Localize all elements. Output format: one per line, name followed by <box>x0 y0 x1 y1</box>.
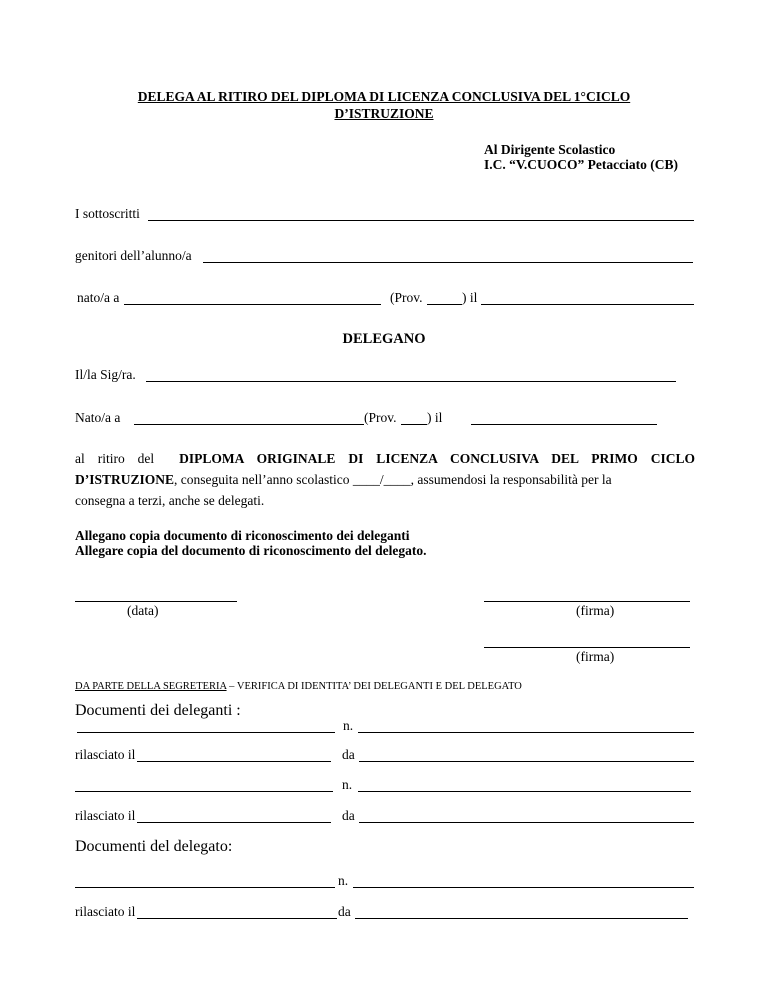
field-data-nascita-line[interactable] <box>481 304 694 305</box>
field-doc-deleganti-2-line[interactable] <box>75 791 333 792</box>
delegano-heading: DELEGANO <box>342 331 426 347</box>
allegano-line-2: Allegare copia del documento di riconoscimento del delegato. <box>75 543 427 558</box>
field-delegato-data-line[interactable] <box>471 424 657 425</box>
label-rilasciato-2: rilasciato il <box>75 808 136 823</box>
title-line-2: D’ISTRUZIONE <box>334 106 434 121</box>
field-firma-1-line[interactable] <box>484 601 690 602</box>
field-prov-line[interactable] <box>427 304 462 305</box>
field-doc-n-3-line[interactable] <box>353 887 694 888</box>
ritiro-line-2 <box>75 472 695 488</box>
label-nato: nato/a a <box>77 290 120 305</box>
field-rilasciato-3-line[interactable] <box>137 918 337 919</box>
field-delegato-nato-line[interactable] <box>134 424 364 425</box>
field-doc-delegato-line[interactable] <box>75 887 335 888</box>
recipient-block <box>484 142 678 172</box>
field-genitori-line[interactable] <box>203 262 693 263</box>
label-firma-1: (firma) <box>576 603 615 618</box>
field-rilasciato-2-line[interactable] <box>137 822 331 823</box>
field-rilasciato-1-line[interactable] <box>137 761 331 762</box>
label-rilasciato-1: rilasciato il <box>75 747 136 762</box>
label-n-1: n. <box>343 718 354 733</box>
title-line-1: DELEGA AL RITIRO DEL DIPLOMA DI LICENZA CONCLUSIVA DEL 1°CICLO <box>137 89 631 104</box>
field-doc-n-1-line[interactable] <box>358 732 694 733</box>
field-da-1-line[interactable] <box>359 761 694 762</box>
ritiro-line-3: consegna a terzi, anche se delegati. <box>75 493 265 508</box>
label-sig: Il/la Sig/ra. <box>75 367 136 382</box>
allegano-line-1: Allegano copia documento di riconoscimento dei deleganti <box>75 528 410 543</box>
label-firma-2: (firma) <box>576 649 615 664</box>
label-delegato-nato: Nato/a a <box>75 410 121 425</box>
label-da-2: da <box>342 808 355 823</box>
label-da-3: da <box>338 904 351 919</box>
documenti-delegato-label: Documenti del delegato: <box>75 838 233 855</box>
label-delegato-prov: (Prov. <box>364 410 397 425</box>
label-n-3: n. <box>338 873 349 888</box>
field-da-3-line[interactable] <box>355 918 688 919</box>
allegano-block <box>75 528 426 558</box>
recipient-line-2: I.C. “V.CUOCO” Petacciato (CB) <box>484 157 678 172</box>
field-nato-line[interactable] <box>124 304 381 305</box>
label-il: ) il <box>462 290 478 305</box>
field-sottoscritti-line[interactable] <box>148 220 694 221</box>
label-da-1: da <box>342 747 355 762</box>
field-delegato-line[interactable] <box>146 381 676 382</box>
ritiro-line-1 <box>75 451 695 467</box>
field-firma-2-line[interactable] <box>484 647 690 648</box>
label-prov: (Prov. <box>390 290 423 305</box>
ritiro-line2-bold: D’ISTRUZIONE <box>75 472 175 487</box>
label-data: (data) <box>127 603 159 618</box>
label-n-2: n. <box>342 777 353 792</box>
label-delegato-il: ) il <box>427 410 443 425</box>
label-rilasciato-3: rilasciato il <box>75 904 136 919</box>
field-data-line[interactable] <box>75 601 237 602</box>
field-doc-n-2-line[interactable] <box>358 791 691 792</box>
segreteria-underlined: DA PARTE DELLA SEGRETERIA <box>75 681 227 692</box>
field-da-2-line[interactable] <box>359 822 694 823</box>
ritiro-prefix: al ritiro del <box>75 451 155 466</box>
field-delegato-prov-line[interactable] <box>401 424 427 425</box>
documenti-deleganti-label: Documenti dei deleganti : <box>75 702 241 719</box>
document-title <box>0 88 768 122</box>
ritiro-bold: DIPLOMA ORIGINALE DI LICENZA CONCLUSIVA DEL PRIMO CICLO <box>179 451 695 466</box>
ritiro-line2-rest: , conseguita nell’anno scolastico ____/____, assumendosi la responsabilità per la <box>174 472 612 487</box>
label-sottoscritti: I sottoscritti <box>75 206 140 221</box>
label-genitori: genitori dell’alunno/a <box>75 248 192 263</box>
field-doc-deleganti-1-line[interactable] <box>77 732 335 733</box>
recipient-line-1: Al Dirigente Scolastico <box>484 142 616 157</box>
segreteria-heading <box>75 681 522 692</box>
segreteria-rest: – VERIFICA DI IDENTITA’ DEI DELEGANTI E DEL DELEGATO <box>226 681 522 692</box>
